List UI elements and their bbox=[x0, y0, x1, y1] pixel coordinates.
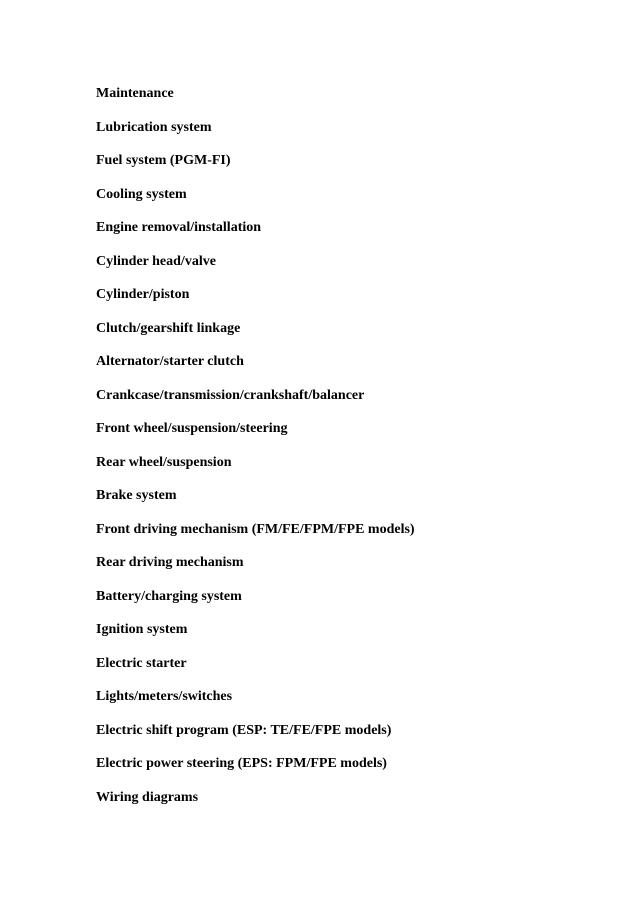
toc-item-electric-power-steering: Electric power steering (EPS: FPM/FPE models) bbox=[96, 756, 387, 771]
toc-item-wiring-diagrams: Wiring diagrams bbox=[96, 789, 199, 805]
toc-item-electric-shift-program: Electric shift program (ESP: TE/FE/FPE models) bbox=[96, 722, 392, 738]
toc-item-front-wheel-suspension-steering: Front wheel/suspension/steering bbox=[96, 421, 288, 436]
toc-item-cooling-system: Cooling system bbox=[96, 186, 187, 202]
toc-item-front-driving-mechanism: Front driving mechanism (FM/FE/FPM/FPE models) bbox=[96, 521, 415, 537]
toc-item-ignition-system: Ignition system bbox=[96, 622, 188, 637]
toc-item-electric-starter: Electric starter bbox=[96, 655, 187, 671]
toc-item-lights-meters-switches: Lights/meters/switches bbox=[96, 689, 233, 704]
toc-item-brake-system: Brake system bbox=[96, 488, 177, 503]
toc-item-alternator-starter-clutch: Alternator/starter clutch bbox=[96, 354, 244, 369]
toc-item-lubrication-system: Lubrication system bbox=[96, 119, 212, 135]
toc-item-clutch-gearshift-linkage: Clutch/gearshift linkage bbox=[96, 320, 241, 336]
table-of-contents bbox=[96, 85, 415, 822]
toc-item-battery-charging-system: Battery/charging system bbox=[96, 588, 242, 604]
toc-item-rear-driving-mechanism: Rear driving mechanism bbox=[96, 555, 244, 570]
toc-item-maintenance: Maintenance bbox=[96, 86, 174, 101]
toc-item-crankcase-transmission: Crankcase/transmission/crankshaft/balancer bbox=[96, 387, 365, 403]
toc-item-cylinder-head-valve: Cylinder head/valve bbox=[96, 253, 216, 269]
toc-item-cylinder-piston: Cylinder/piston bbox=[96, 287, 190, 302]
toc-item-engine-removal-installation: Engine removal/installation bbox=[96, 220, 262, 235]
toc-item-rear-wheel-suspension: Rear wheel/suspension bbox=[96, 454, 232, 470]
toc-item-fuel-system: Fuel system (PGM-FI) bbox=[96, 153, 231, 168]
